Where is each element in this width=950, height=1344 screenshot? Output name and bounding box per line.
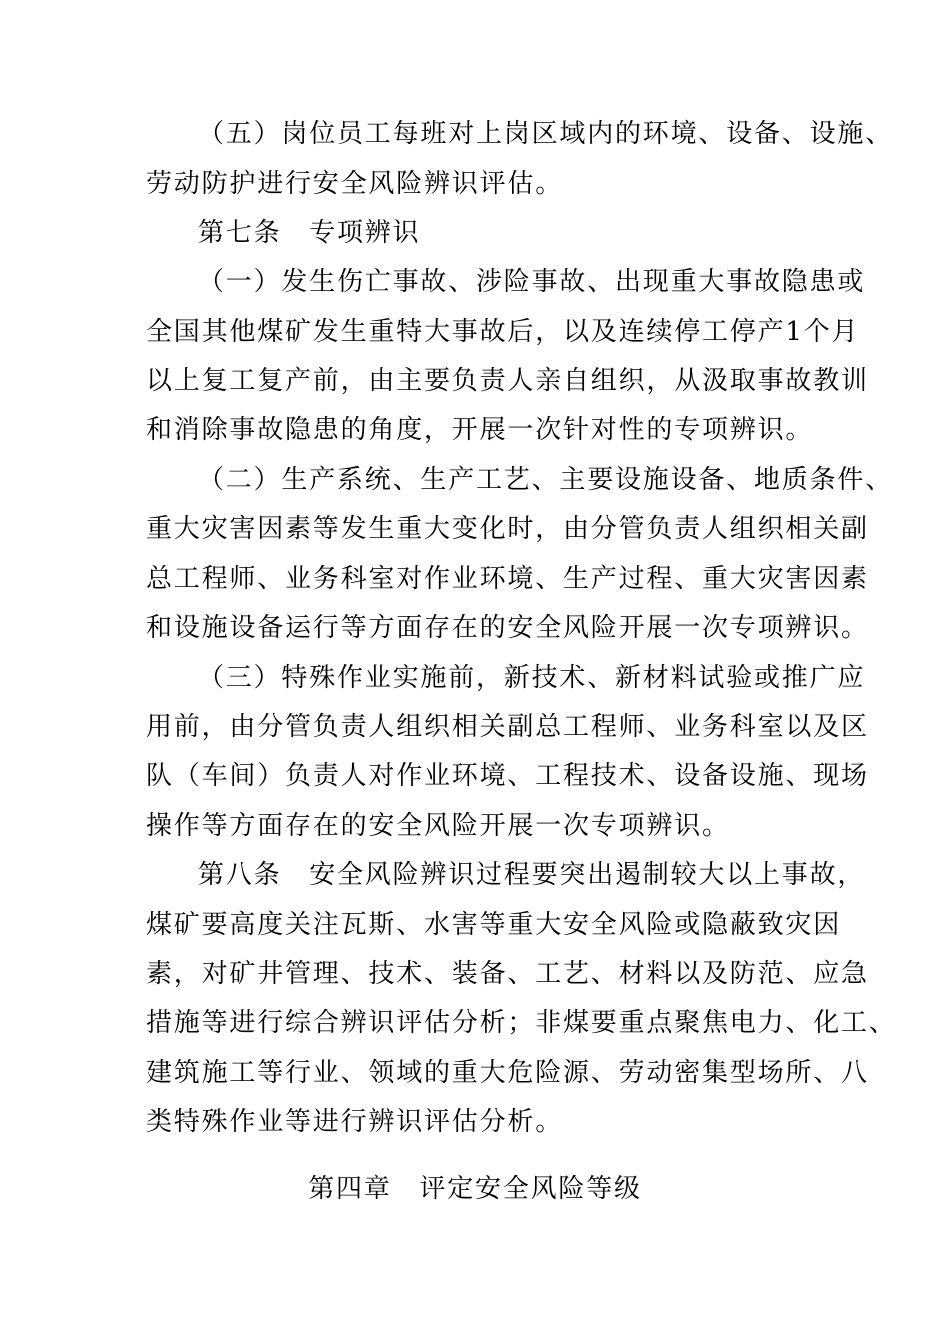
paragraph-line: 劳动防护进行安全风险辨识评估。 bbox=[146, 169, 564, 199]
paragraph-line: 队（车间）负责人对作业环境、工程技术、设备设施、现场 bbox=[146, 761, 869, 791]
paragraph-line: （五）岗位员工每班对上岗区域内的环境、设备、设施、 bbox=[198, 119, 894, 149]
article-heading: 第八条 安全风险辨识过程要突出遏制较大以上事故， bbox=[198, 860, 866, 890]
paragraph-line: （三）特殊作业实施前，新技术、新材料试验或推广应 bbox=[198, 663, 866, 693]
paragraph-line: 操作等方面存在的安全风险开展一次专项辨识。 bbox=[146, 811, 730, 841]
paragraph-line: （二）生产系统、生产工艺、主要设施设备、地质条件、 bbox=[198, 465, 894, 495]
paragraph-line: 以上复工复产前，由主要负责人亲自组织，从汲取事故教训 bbox=[146, 366, 869, 396]
paragraph-line: 煤矿要高度关注瓦斯、水害等重大安全风险或隐蔽致灾因 bbox=[146, 910, 842, 940]
article-heading: 第七条 专项辨识 bbox=[198, 218, 421, 248]
paragraph-line: 和消除事故隐患的角度，开展一次针对性的专项辨识。 bbox=[146, 415, 814, 445]
paragraph-line: 素，对矿井管理、技术、装备、工艺、材料以及防范、应急 bbox=[146, 959, 869, 989]
chapter-title: 第四章 评定安全风险等级 bbox=[308, 1174, 642, 1204]
paragraph-line: 建筑施工等行业、领域的重大危险源、劳动密集型场所、八 bbox=[146, 1058, 869, 1088]
paragraph-line: 类特殊作业等进行辨识评估分析。 bbox=[146, 1107, 564, 1137]
paragraph-line: 措施等进行综合辨识评估分析；非煤要重点聚焦电力、化工、 bbox=[146, 1008, 897, 1038]
paragraph-line: 全国其他煤矿发生重特大事故后，以及连续停工停产1个月 bbox=[146, 317, 860, 347]
paragraph-line: （一）发生伤亡事故、涉险事故、出现重大事故隐患或 bbox=[198, 267, 866, 297]
paragraph-line: 和设施设备运行等方面存在的安全风险开展一次专项辨识。 bbox=[146, 613, 869, 643]
paragraph-line: 用前，由分管负责人组织相关副总工程师、业务科室以及区 bbox=[146, 712, 869, 742]
paragraph-line: 总工程师、业务科室对作业环境、生产过程、重大灾害因素 bbox=[146, 564, 869, 594]
paragraph-line: 重大灾害因素等发生重大变化时，由分管负责人组织相关副 bbox=[146, 514, 869, 544]
